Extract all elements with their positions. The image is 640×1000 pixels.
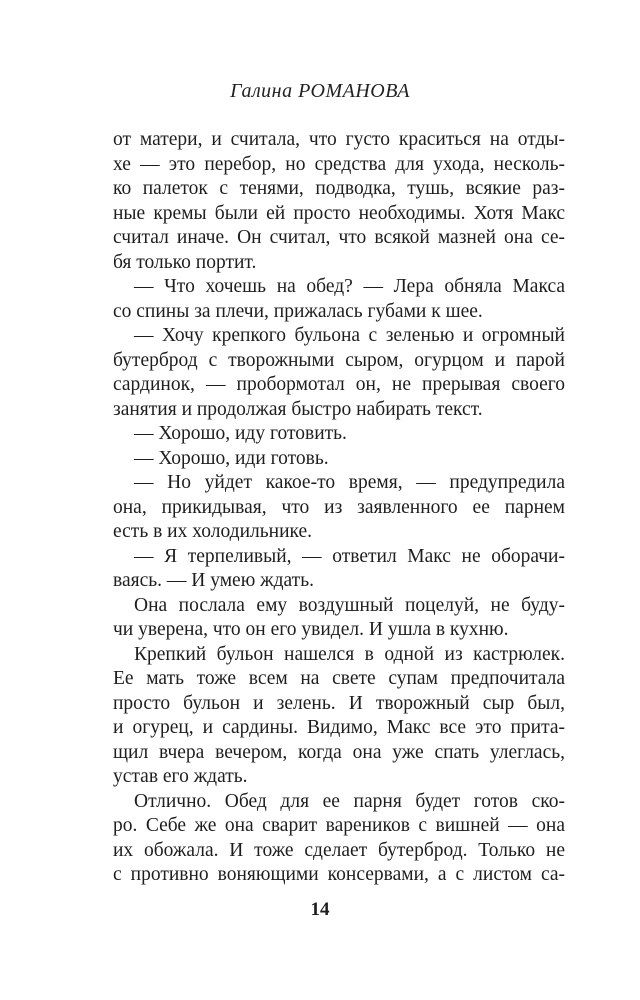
text-line: со спины за плечи, прижалась губами к шее. [113,300,483,322]
text-line: бутерброд с творожными сыром, огурцом и парой [113,349,565,371]
text-line: — Я терпеливый, — ответил Макс не оборачи- [134,545,565,567]
paragraph [113,643,565,790]
paragraph [113,471,565,545]
text-line: считал иначе. Он считал, что всякой мазней она се- [113,227,565,248]
paragraph [113,545,565,594]
paragraph [113,594,565,643]
text-line: — Что хочешь на обед? — Лера обняла Макса [134,276,565,297]
running-title: Галина РОМАНОВА [230,80,410,102]
text-line: — Хочу крепкого бульона с зеленью и огромный [134,325,565,346]
page-number: 14 [310,899,330,920]
paragraph [113,324,565,422]
text-line: их обожала. И тоже сделает бутерброд. Только не [113,839,565,861]
text-line: ро. Себе же она сварит вареников с вишней — она [113,815,565,836]
paragraph [113,422,565,447]
text-line: — Но уйдет какое-то время, — предупредила [134,472,565,493]
body-text [113,128,565,888]
paragraph [113,128,565,275]
text-line: Она послала ему воздушный поцелуй, не буду- [134,594,565,616]
text-line: есть в их холодильнике. [113,521,313,542]
text-line: устав его ждать. [113,766,248,787]
text-line: Ее мать тоже всем на свете супам предпочитала [113,668,565,689]
text-line: с противно воняющими консервами, а с листом са- [113,864,565,885]
text-line: она, прикидывая, что из заявленного ее парнем [113,496,565,518]
text-line: Отлично. Обед для ее парня будет готов ско- [134,790,565,812]
text-line: бя только портит. [113,251,257,273]
text-line: хе — это перебор, но средства для ухода, несколь- [113,153,565,175]
text-line: и огурец, и сардины. Видимо, Макс все это прита- [113,717,565,738]
text-line: просто бульон и зелень. И творожный сыр был, [113,692,565,714]
text-line: щил вчера вечером, когда она уже спать улеглась, [113,741,565,763]
text-line: сардинок, — пробормотал он, не прерывая своего [113,374,565,395]
text-line: — Хорошо, иду готовить. [134,423,347,444]
text-line: ные кремы были ей просто необходимы. Хотя Макс [113,202,565,224]
paragraph [113,275,565,324]
text-line: — Хорошо, иди готовь. [134,447,329,469]
text-line: чи уверена, что он его увидел. И ушла в кухню. [113,619,509,640]
paragraph [113,447,565,472]
text-line: Крепкий бульон нашелся в одной из кастрюлек. [134,643,565,665]
text-line: ваясь. — И умею ждать. [113,570,314,591]
text-line: ко палеток с тенями, подводка, тушь, всякие раз- [113,178,565,199]
text-line: занятия и продолжая быстро набирать текст. [113,398,483,420]
text-line: от матери, и считала, что густо краситься на отды- [113,129,565,150]
paragraph [113,790,565,888]
